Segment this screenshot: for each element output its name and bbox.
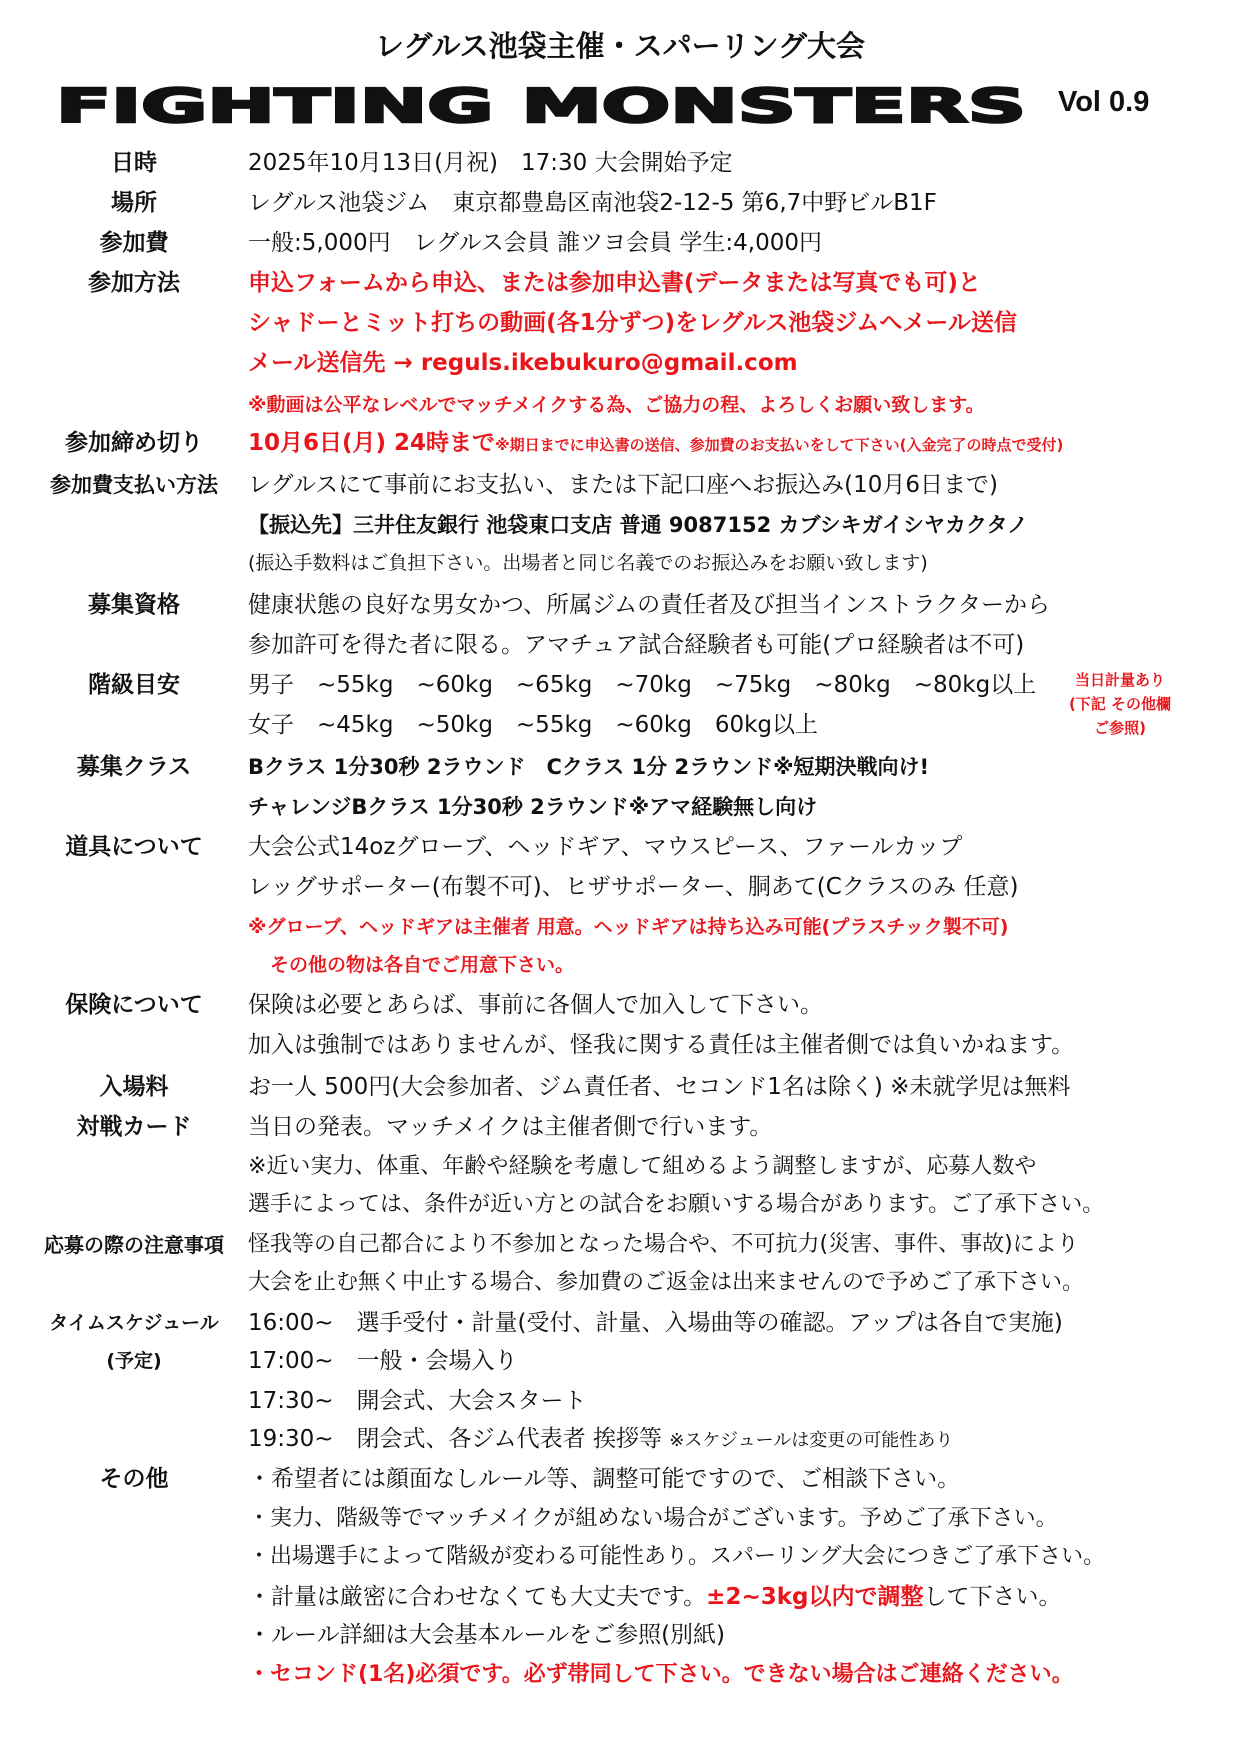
matchcard-line-2: ※近い実力、体重、年齢や経験を考慮して組めるよう調整しますが、応募人数や: [248, 1154, 1037, 1179]
classes-line-2: チャレンジBクラス 1分30秒 2ラウンド※アマ経験無し向け: [248, 795, 818, 819]
event-subtitle: レグルス池袋主催・スパーリング大会: [374, 29, 866, 63]
label-venue: 場所: [111, 190, 157, 216]
schedule-line-4: [248, 1424, 953, 1456]
other-line-4c: して下さい。: [923, 1584, 1062, 1610]
insurance-line-2: 加入は強制ではありませんが、怪我に関する責任は主催者側では負いかねます。: [248, 1032, 1075, 1058]
matchcard-line-3: 選手によっては、条件が近い方との試合をお願いする場合があります。ご了承下さい。: [248, 1192, 1105, 1217]
logo-text: FIGHTING MONSTERS: [56, 82, 1026, 132]
weigh-in-note-2: (下記 その他欄: [1068, 695, 1172, 713]
method-line-2: シャドーとミット打ちの動画(各1分ずつ)をレグルス池袋ジムへメール送信: [248, 310, 1017, 336]
deadline-value: [248, 428, 1063, 460]
weight-female: 女子 ~45kg ~50kg ~55kg ~60kg 60kg以上: [248, 712, 819, 738]
label-method: 参加方法: [88, 270, 180, 296]
caution-line-1: 怪我等の自己都合により不参加となった場合や、不可抗力(災害、事件、事故)により: [248, 1232, 1079, 1257]
weight-male: 男子 ~55kg ~60kg ~65kg ~70kg ~75kg ~80kg ~80kg以上: [248, 672, 1037, 698]
label-matchcard: 対戦カード: [76, 1114, 192, 1140]
label-equipment: 道具について: [65, 834, 203, 860]
deadline-date: 10月6日(月) 24時まで: [248, 430, 496, 456]
eligibility-line-1: 健康状態の良好な男女かつ、所属ジムの責任者及び担当インストラクターから: [248, 592, 1051, 618]
bank-account-line: 【振込先】三井住友銀行 池袋東口支店 普通 9087152 カブシキガイシヤカクタノ: [248, 513, 1029, 537]
equipment-note-2: その他の物は各自でご用意下さい。: [270, 954, 575, 976]
label-fee: 参加費: [99, 230, 169, 256]
method-email-line: メール送信先 → reguls.ikebukuro@gmail.com: [248, 350, 798, 376]
label-other: その他: [99, 1466, 169, 1492]
other-line-3: ・出場選手によって階級が変わる可能性あり。スパーリング大会につきご了承下さい。: [248, 1544, 1106, 1569]
second-required-note: ・セコンド(1名)必須です。必ず帯同して下さい。できない場合はご連絡ください。: [248, 1662, 1074, 1687]
schedule-line-1: 16:00~ 選手受付・計量(受付、計量、入場曲等の確認。アップは各自で実施): [248, 1310, 1063, 1336]
label-payment: 参加費支払い方法: [50, 473, 218, 497]
equipment-note-1: ※グローブ、ヘッドギアは主催者 用意。ヘッドギアは持ち込み可能(プラスチック製不可): [248, 916, 1009, 938]
value-venue: レグルス池袋ジム 東京都豊島区南池袋2-12-5 第6,7中野ビルB1F: [248, 190, 937, 216]
logo-wordmark: [52, 82, 1030, 132]
other-line-2: ・実力、階級等でマッチメイクが組めない場合がございます。予めご了承下さい。: [248, 1506, 1058, 1531]
weigh-in-note-1: 当日計量あり: [1074, 671, 1165, 689]
other-line-1: ・希望者には顔面なしルール等、調整可能ですので、ご相談下さい。: [248, 1466, 961, 1492]
method-line-1: 申込フォームから申込、または参加申込書(データまたは写真でも可)と: [248, 270, 981, 296]
weight-tolerance: ±2~3kg以内で調整: [706, 1584, 924, 1610]
equipment-line-1: 大会公式14ozグローブ、ヘッドギア、マウスピース、ファールカップ: [248, 834, 963, 860]
fighting-monsters-logo: [52, 82, 1030, 132]
weigh-in-note-3: ご参照): [1094, 719, 1146, 737]
deadline-note: ※期日までに申込書の送信、参加費のお支払いをして下さい(入金完了の時点で受付): [495, 436, 1064, 454]
label-eligibility: 募集資格: [88, 592, 180, 618]
insurance-line-1: 保険は必要とあらば、事前に各個人で加入して下さい。: [248, 992, 823, 1018]
schedule-change-note: ※スケジュールは変更の可能性あり: [669, 1430, 954, 1451]
other-line-4: [248, 1582, 1061, 1612]
method-note: ※動画は公平なレベルでマッチメイクする為、ご協力の程、よろしくお願い致します。: [248, 394, 985, 416]
matchcard-line-1: 当日の発表。マッチメイクは主催者側で行います。: [248, 1114, 773, 1140]
label-date: 日時: [111, 150, 157, 176]
equipment-line-2: レッグサポーター(布製不可)、ヒザサポーター、胴あて(Cクラスのみ 任意): [248, 874, 1019, 900]
label-deadline: 参加締め切り: [65, 430, 203, 456]
label-weight: 階級目安: [88, 672, 180, 698]
volume-number: Vol 0.9: [1058, 86, 1150, 118]
label-schedule-sub: (予定): [106, 1350, 162, 1372]
weigh-in-note: [1050, 668, 1190, 740]
other-line-5: ・ルール詳細は大会基本ルールをご参照(別紙): [248, 1622, 726, 1648]
value-date: 2025年10月13日(月祝) 17:30 大会開始予定: [248, 150, 733, 176]
label-entry: 入場料: [99, 1074, 169, 1100]
value-fee: 一般:5,000円 レグルス会員 誰ツヨ会員 学生:4,000円: [248, 230, 822, 256]
payment-line-1: レグルスにて事前にお支払い、または下記口座へお振込み(10月6日まで): [248, 472, 999, 498]
caution-line-2: 大会を止む無く中止する場合、参加費のご返金は出来ませんので予めご了承下さい。: [248, 1270, 1085, 1295]
eligibility-line-2: 参加許可を得た者に限る。アマチュア試合経験者も可能(プロ経験者は不可): [248, 632, 1025, 658]
payment-note: (振込手数料はご負担下さい。出場者と同じ名義でのお振込みをお願い致します): [248, 552, 928, 574]
label-schedule: タイムスケジュール: [49, 1312, 219, 1334]
classes-line-1: Bクラス 1分30秒 2ラウンド Cクラス 1分 2ラウンド※短期決戦向け!: [248, 755, 930, 779]
label-classes: 募集クラス: [76, 754, 192, 780]
entry-value: お一人 500円(大会参加者、ジム責任者、セコンド1名は除く) ※未就学児は無料: [248, 1074, 1071, 1100]
schedule-line-4-text: 19:30~ 閉会式、各ジム代表者 挨拶等: [248, 1426, 662, 1452]
label-caution: 応募の際の注意事項: [44, 1233, 224, 1257]
label-insurance: 保険について: [65, 992, 203, 1018]
schedule-line-3: 17:30~ 開会式、大会スタート: [248, 1388, 587, 1414]
logo-wordmark-svg: [52, 82, 1030, 132]
other-line-4a: ・計量は厳密に合わせなくても大丈夫です。: [248, 1584, 707, 1610]
schedule-line-2: 17:00~ 一般・会場入り: [248, 1348, 518, 1374]
